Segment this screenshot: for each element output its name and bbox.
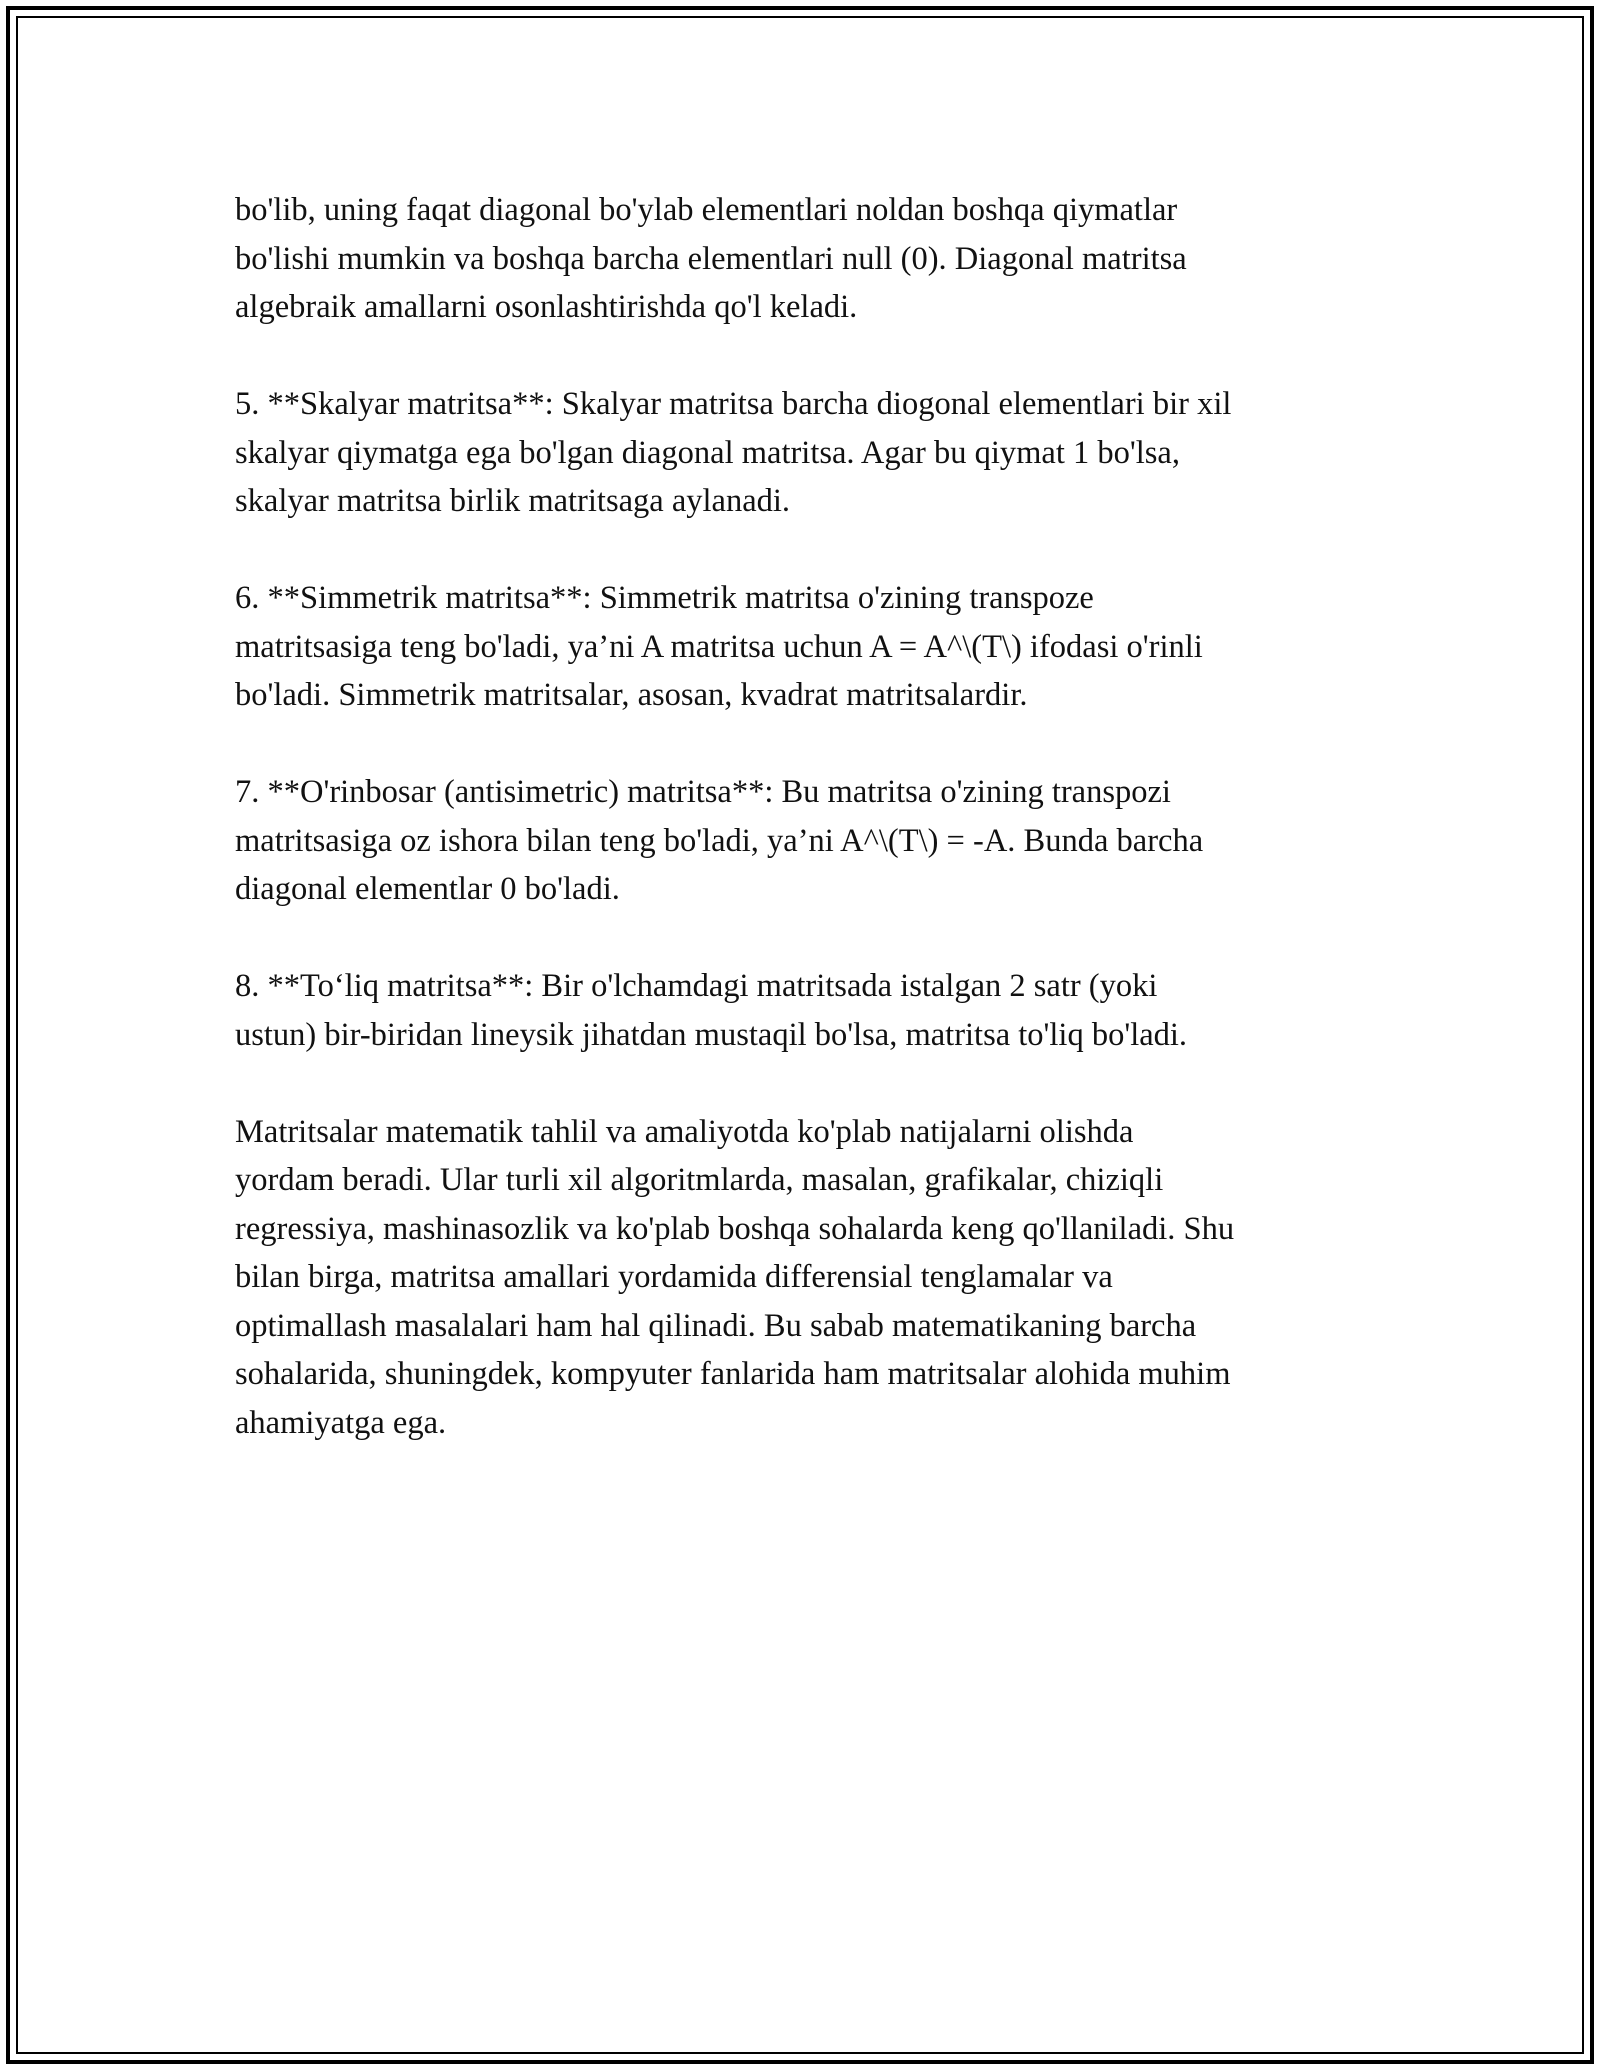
- document-body: [235, 186, 1375, 1496]
- paragraph-antisymmetric-matrix: 7. **O'rinbosar (antisimetric) matritsa**: Bu matritsa o'zining transpozi matritsasiga oz ishora bilan teng bo'ladi, ya’ni A^\(T\) = -A. Bunda barcha diagonal elementlar 0 bo'ladi.: [235, 774, 1204, 907]
- paragraph-diagonal-continuation: bo'lib, uning faqat diagonal bo'ylab elementlari noldan boshqa qiymatlar bo'lishi mumkin va boshqa barcha elementlari null (0). Diagonal matritsa algebraik amallarni osonlashtirishda qo'l keladi.: [235, 192, 1187, 325]
- paragraph-full-matrix: 8. **To‘liq matritsa**: Bir o'lchamdagi matritsada istalgan 2 satr (yoki ustun) bir-biridan lineysik jihatdan mustaqil bo'lsa, matritsa to'liq bo'ladi.: [235, 968, 1188, 1053]
- paragraph-scalar-matrix: 5. **Skalyar matritsa**: Skalyar matritsa barcha diogonal elementlari bir xil skalyar qiymatga ega bo'lgan diagonal matritsa. Agar bu qiymat 1 bo'lsa, skalyar matritsa birlik matritsaga aylanadi.: [235, 386, 1232, 519]
- paragraph-conclusion: Matritsalar matematik tahlil va amaliyotda ko'plab natijalarni olishda yordam beradi. Ular turli xil algoritmlarda, masalan, grafikalar, chiziqli regressiya, mashinasozlik va ko'plab boshqa sohalarda keng qo'llaniladi. Shu bilan birga, matritsa amallari yordamida differensial tenglamalar va optimallash masalalari ham hal qilinadi. Bu sabab matematikaning barcha sohalarida, shuningdek, kompyuter fanlarida ham matritsalar alohida muhim ahamiyatga ega.: [235, 1113, 1235, 1441]
- paragraph-symmetric-matrix: 6. **Simmetrik matritsa**: Simmetrik matritsa o'zining transpoze matritsasiga teng bo'ladi, ya’ni A matritsa uchun A = A^\(T\) ifodasi o'rinli bo'ladi. Simmetrik matritsalar, asosan, kvadrat matritsalardir.: [235, 580, 1203, 713]
